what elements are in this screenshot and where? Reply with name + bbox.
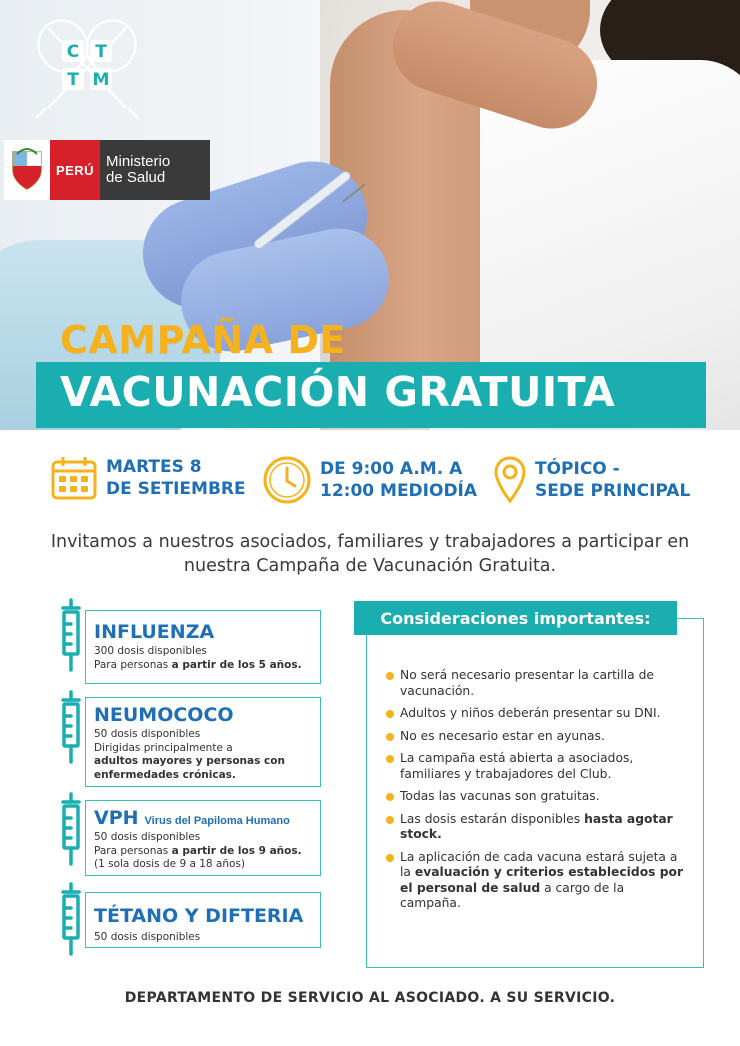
vaccine-name: TÉTANO Y DIFTERIA xyxy=(94,905,304,927)
logo-letter-t1: T xyxy=(95,42,107,62)
time-line2: 12:00 MEDIODÍA xyxy=(320,481,478,501)
vaccine-card-neumococo xyxy=(85,697,321,787)
time-text xyxy=(320,458,477,502)
intro-line1: Invitamos a nuestros asociados, familiares y trabajadores a participar en xyxy=(50,532,690,552)
consideration-item: Todas las vacunas son gratuitas. xyxy=(386,789,686,805)
vaccine-vial-icon xyxy=(56,690,86,766)
vaccine-doses: 300 dosis disponibles xyxy=(94,645,207,657)
logo-letter-c: C xyxy=(66,42,80,62)
calendar-icon xyxy=(50,455,98,501)
vaccine-doses: 50 dosis disponibles xyxy=(94,931,201,943)
date-text xyxy=(106,456,246,500)
intro-paragraph xyxy=(0,530,740,578)
vaccine-vial-icon xyxy=(56,882,86,958)
intro-line2: nuestra Campaña de Vacunación Gratuita. xyxy=(183,556,557,576)
ministry-name xyxy=(100,140,210,200)
vaccine-description-bold2: enfermedades crónicas. xyxy=(94,768,236,781)
vaccine-card-influenza xyxy=(85,610,321,684)
logo-letter-m: M xyxy=(92,70,110,90)
vaccine-description: Para personas a partir de los 5 años. xyxy=(94,658,302,671)
date-line2: DE SETIEMBRE xyxy=(106,479,246,499)
tennis-rackets-logo xyxy=(28,16,146,120)
vaccine-name: INFLUENZA xyxy=(94,621,215,643)
considerations-list xyxy=(386,668,686,919)
info-date xyxy=(50,455,246,501)
place-line1: TÓPICO - xyxy=(535,459,620,479)
club-logo xyxy=(28,16,146,120)
consideration-item: La aplicación de cada vacuna estará sujeta a la evaluación y criterios establecidos por el personal de salud a cargo de la campaña. xyxy=(386,850,686,912)
vaccine-name: VPH xyxy=(94,807,139,829)
location-pin-icon xyxy=(493,455,527,505)
place-text xyxy=(535,458,690,502)
vaccine-doses: 50 dosis disponibles xyxy=(94,831,201,843)
campaign-title-line2: VACUNACIÓN GRATUITA xyxy=(60,368,616,416)
vaccine-name: NEUMOCOCO xyxy=(94,704,234,726)
ministry-badge xyxy=(4,140,210,200)
vaccine-name-note: Virus del Papiloma Humano xyxy=(144,815,290,827)
vaccine-description: Dirigidas principalmente a xyxy=(94,741,233,754)
footer-text: DEPARTAMENTO DE SERVICIO AL ASOCIADO. A SU SERVICIO. xyxy=(124,990,616,1006)
logo-letter-t2: T xyxy=(67,70,79,90)
vaccine-doses: 50 dosis disponibles xyxy=(94,728,201,740)
vaccine-vial-icon xyxy=(56,792,86,868)
peru-label: PERÚ xyxy=(50,140,100,200)
peru-coat-of-arms-icon xyxy=(4,140,50,200)
vaccine-description: Para personas a partir de los 9 años. xyxy=(94,844,302,857)
vaccine-card-vph xyxy=(85,800,321,876)
campaign-title-line1: CAMPAÑA DE xyxy=(60,318,346,362)
vaccine-extra: (1 sola dosis de 9 a 18 años) xyxy=(94,858,246,870)
consideration-item: No es necesario estar en ayunas. xyxy=(386,729,686,745)
consideration-item: Las dosis estarán disponibles hasta agotar stock. xyxy=(386,812,686,843)
consideration-item: No será necesario presentar la cartilla de vacunación. xyxy=(386,668,686,699)
info-time xyxy=(262,455,477,505)
vaccine-card-tetano xyxy=(85,892,321,948)
place-line2: SEDE PRINCIPAL xyxy=(535,481,691,501)
ministry-name-line2: de Salud xyxy=(106,169,166,186)
vaccine-description-bold1: adultos mayores y personas con xyxy=(94,755,285,767)
info-place xyxy=(493,455,690,505)
date-line1: MARTES 8 xyxy=(106,457,202,477)
clock-icon xyxy=(262,455,312,505)
considerations-heading: Consideraciones importantes: xyxy=(354,601,677,635)
vaccine-vial-icon xyxy=(56,598,86,674)
consideration-item: Adultos y niños deberán presentar su DNI. xyxy=(386,706,686,722)
ministry-name-line1: Ministerio xyxy=(106,153,171,170)
consideration-item: La campaña está abierta a asociados, familiares y trabajadores del Club. xyxy=(386,751,686,782)
time-line1: DE 9:00 A.M. A xyxy=(320,459,463,479)
